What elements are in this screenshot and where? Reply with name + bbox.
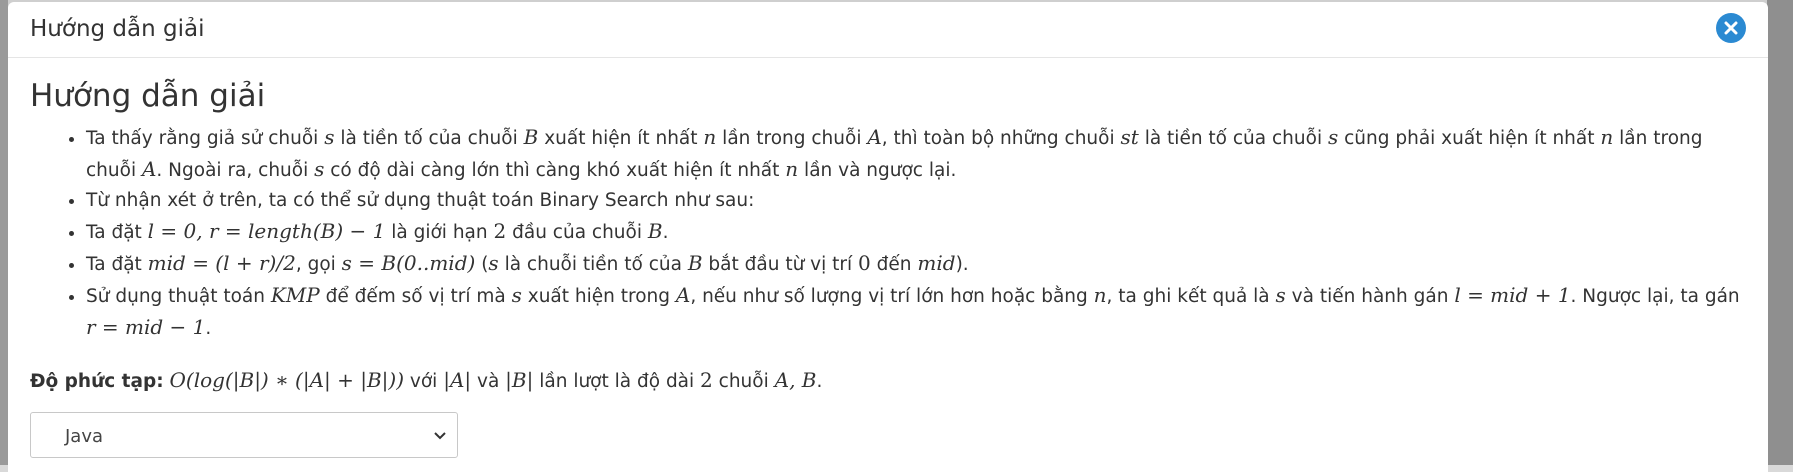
text: , thì toàn bộ những chuỗi	[881, 128, 1121, 149]
text: bắt đầu từ vị trí	[702, 254, 859, 275]
list-item	[86, 186, 1746, 216]
math: 0	[858, 251, 871, 275]
complexity-label: Độ phức tạp:	[30, 371, 164, 392]
math: A	[867, 125, 882, 149]
text: .	[205, 318, 212, 339]
text: , nếu như số lượng vị trí lớn hơn hoặc bằng	[690, 286, 1094, 307]
list-item	[86, 122, 1746, 186]
solution-steps	[30, 122, 1746, 344]
text: và tiến hành gán	[1285, 286, 1455, 307]
text: .	[662, 222, 669, 243]
modal-title: Hướng dẫn giải	[30, 16, 205, 42]
text: xuất hiện ít nhất	[538, 128, 704, 149]
math: 2	[493, 219, 507, 243]
math: 2	[700, 368, 713, 392]
text: lần và ngược lại.	[798, 160, 957, 181]
complexity-line	[30, 368, 1746, 392]
solution-heading: Hướng dẫn giải	[30, 78, 266, 114]
math: s	[324, 125, 335, 149]
text: . Ngược lại, ta gán	[1570, 286, 1740, 307]
chevron-down-icon	[433, 428, 447, 442]
text: Từ nhận xét ở trên, ta có thể sử dụng thuật toán Binary Search như sau:	[86, 190, 755, 211]
text: (	[475, 254, 489, 275]
background-edge-right	[1767, 0, 1793, 465]
text: , ta ghi kết quả là	[1106, 286, 1276, 307]
math: mid	[917, 251, 956, 275]
text: Ta đặt	[86, 254, 148, 275]
text: chuỗi	[712, 371, 775, 392]
list-item	[86, 280, 1746, 344]
math: st	[1120, 125, 1139, 149]
text: Ta đặt	[86, 222, 148, 243]
text: và	[471, 371, 506, 392]
math: |A|	[443, 368, 472, 392]
text: Sử dụng thuật toán	[86, 286, 271, 307]
close-icon	[1724, 21, 1738, 35]
math: n	[1600, 125, 1614, 149]
text: đến	[870, 254, 918, 275]
math: mid = (l + r)/2	[147, 251, 296, 275]
text: cũng phải xuất hiện ít nhất	[1338, 128, 1601, 149]
math: s	[511, 283, 522, 307]
text: lần trong chuỗi	[716, 128, 868, 149]
math: |B|	[505, 368, 534, 392]
text: đầu của chuỗi	[506, 222, 648, 243]
math: A	[675, 283, 691, 307]
math: B	[687, 251, 703, 275]
text: lần trong chuỗi	[86, 128, 1703, 181]
math: B	[523, 125, 539, 149]
text: là tiền tố của chuỗi	[334, 128, 524, 149]
text: là tiền tố của chuỗi	[1138, 128, 1328, 149]
list-item	[86, 216, 1746, 248]
math: s	[1275, 283, 1286, 307]
close-button[interactable]	[1716, 13, 1746, 43]
solution-modal	[8, 2, 1768, 472]
language-select-value: Java	[65, 426, 104, 447]
list-item	[86, 248, 1746, 280]
math: n	[703, 125, 717, 149]
math: l = 0, r = length(B) − 1	[147, 219, 386, 243]
text: là chuỗi tiền tố của	[498, 254, 688, 275]
language-select[interactable]	[30, 412, 458, 458]
modal-body	[8, 78, 1768, 458]
math: s = B(0..mid)	[341, 251, 476, 275]
math: s	[1327, 125, 1339, 149]
math: B	[647, 219, 663, 243]
text: để đếm số vị trí mà	[319, 286, 512, 307]
text: . Ngoài ra, chuỗi	[156, 160, 315, 181]
math: s	[314, 157, 325, 181]
math: l = mid + 1	[1454, 283, 1571, 307]
text: .	[816, 371, 823, 392]
text: xuất hiện trong	[521, 286, 676, 307]
modal-header	[8, 2, 1768, 58]
math: n	[785, 157, 799, 181]
text: có độ dài càng lớn thì càng khó xuất hiện ít nhất	[324, 160, 786, 181]
text: với	[404, 371, 444, 392]
math: A	[141, 157, 157, 181]
math: O(log(|B|) ∗ (|A| + |B|))	[169, 368, 405, 392]
text: là giới hạn	[385, 222, 494, 243]
math: KMP	[270, 283, 320, 307]
math: A, B	[774, 368, 817, 392]
text: Ta thấy rằng giả sử chuỗi	[86, 128, 325, 149]
text: lần lượt là độ dài	[533, 371, 701, 392]
text: , gọi	[295, 254, 342, 275]
math: r = mid − 1	[86, 315, 206, 339]
math: s	[488, 251, 499, 275]
text: ).	[955, 254, 969, 275]
math: n	[1093, 283, 1107, 307]
background-edge-left	[0, 0, 8, 465]
